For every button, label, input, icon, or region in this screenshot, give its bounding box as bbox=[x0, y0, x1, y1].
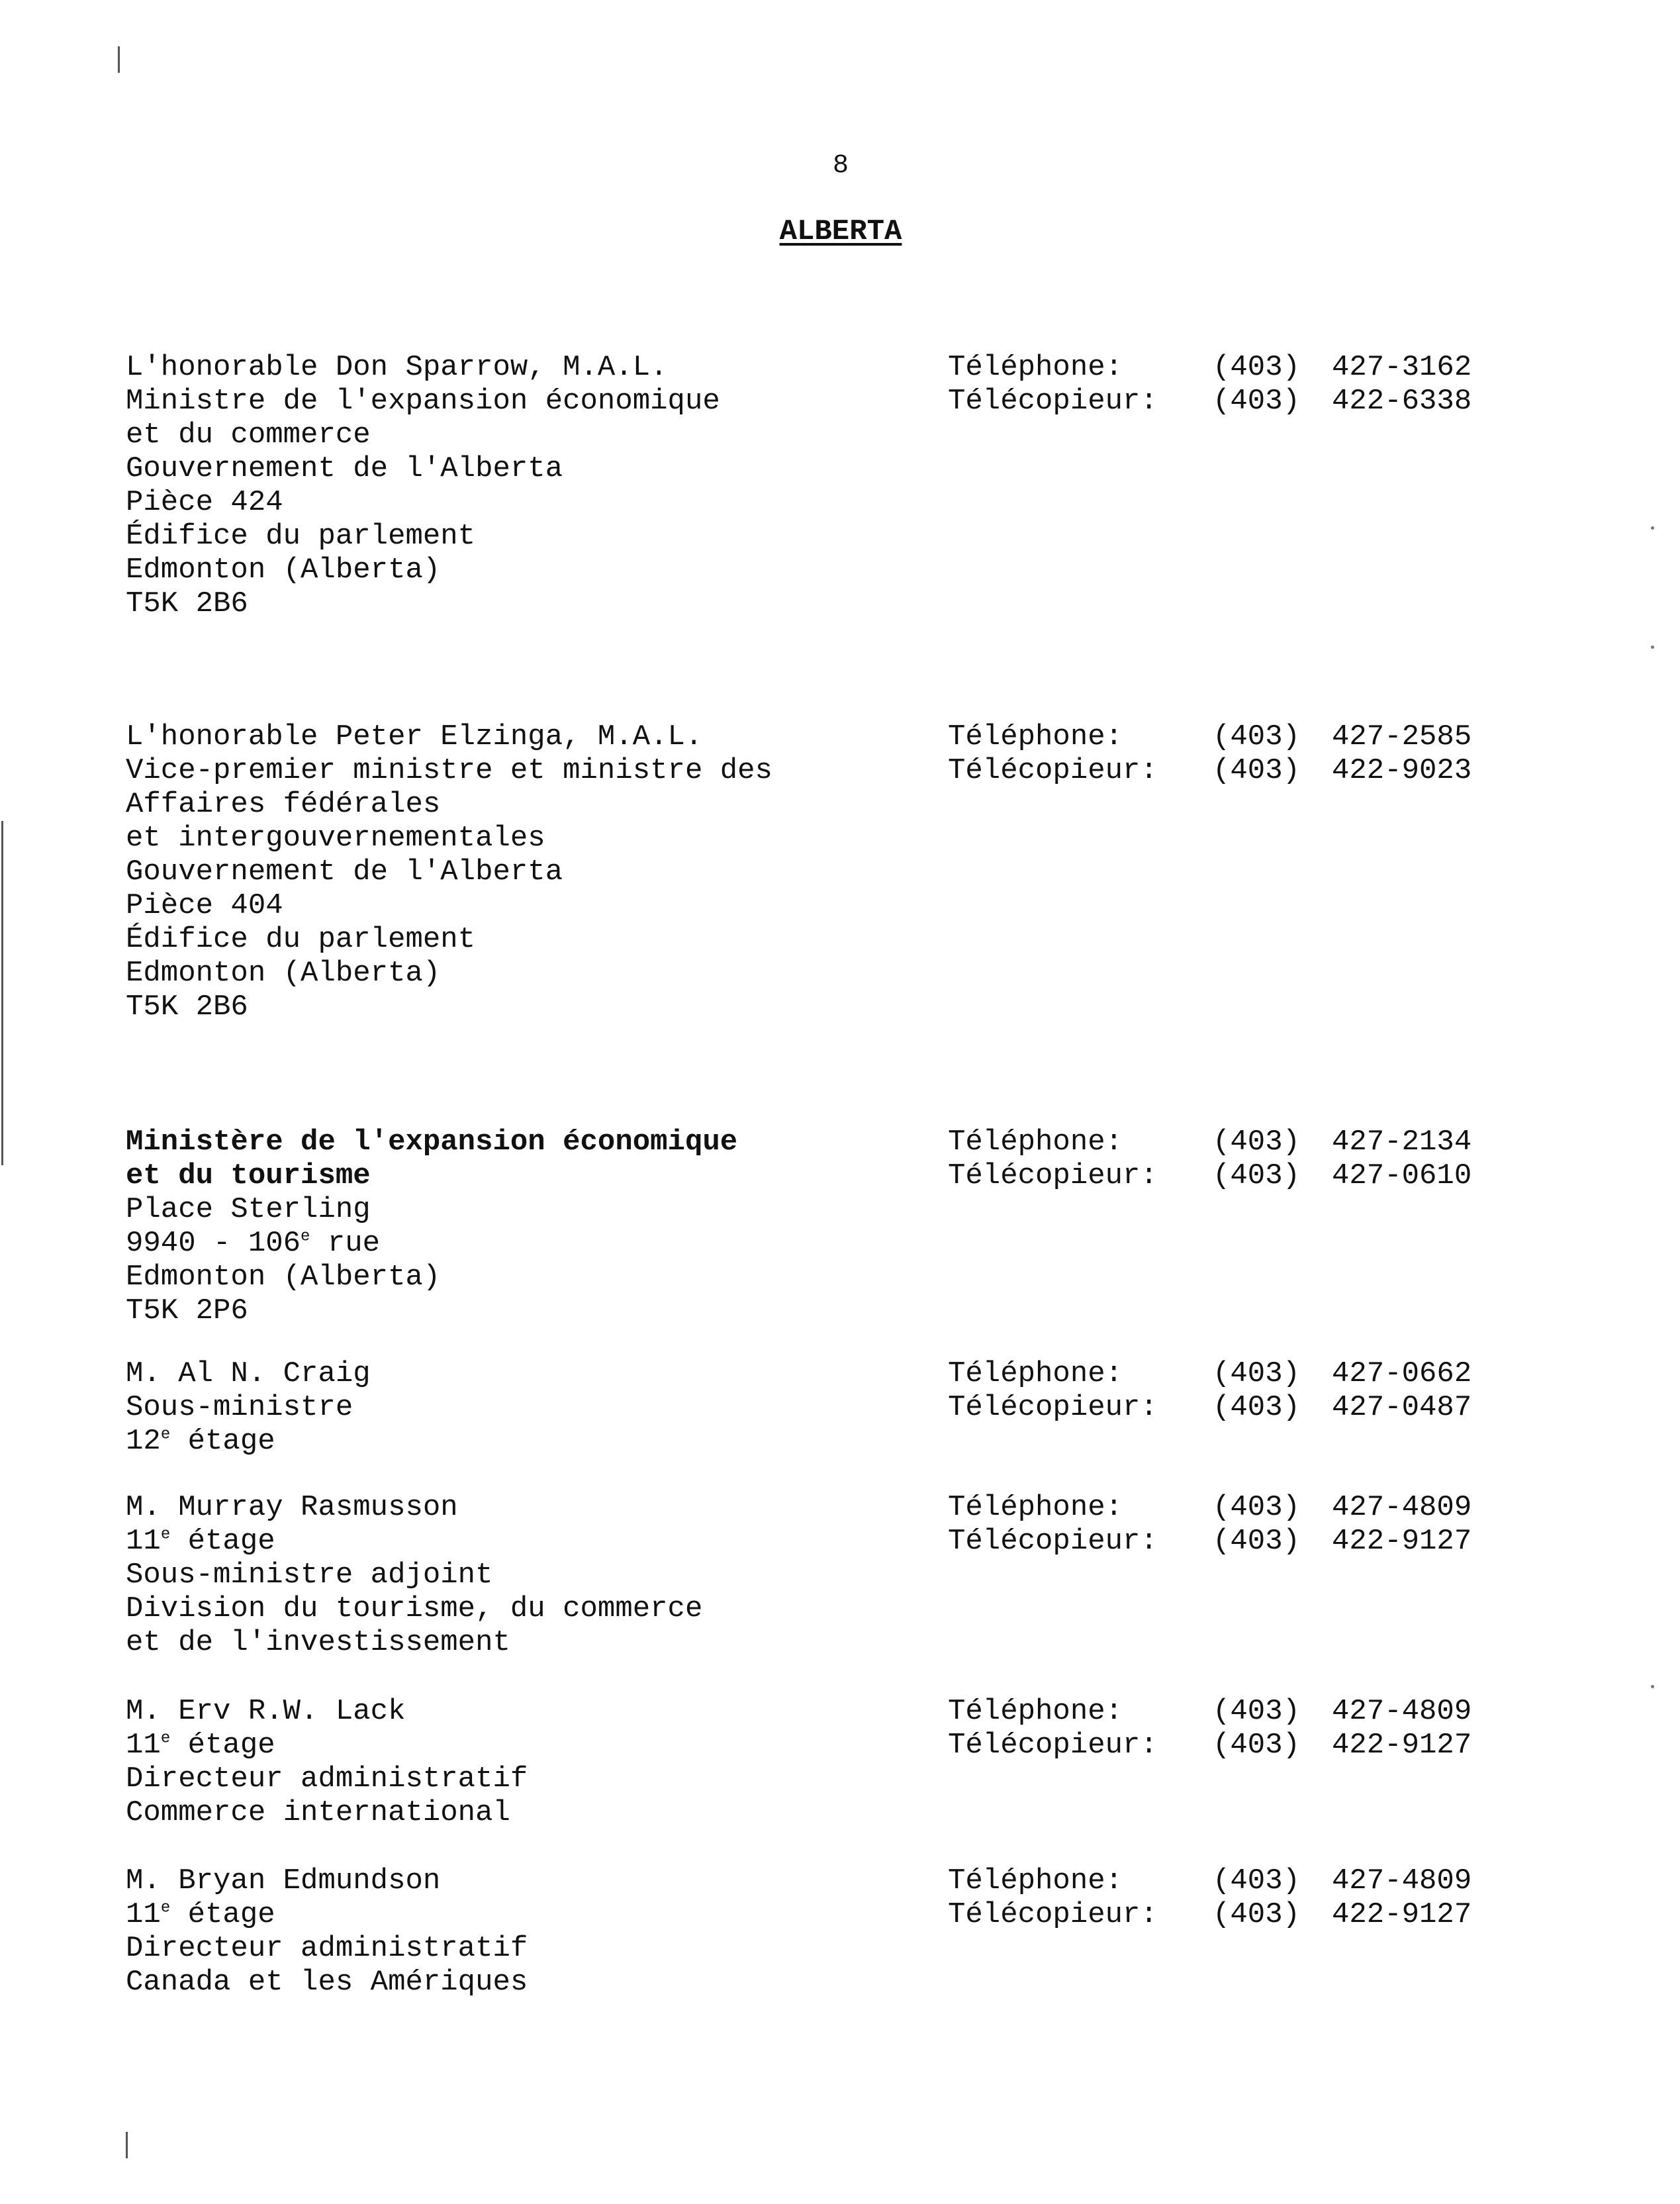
contact-numbers bbox=[948, 1357, 1583, 1425]
contact-name: L'honorable Don Sparrow, M.A.L. bbox=[126, 351, 668, 384]
phone-label: Téléphone: bbox=[948, 720, 1123, 753]
fax-area-code: (403) bbox=[1213, 1729, 1301, 1762]
contact-numbers bbox=[948, 1695, 1583, 1762]
fax-number: 422-9127 bbox=[1332, 1729, 1472, 1762]
phone-label: Téléphone: bbox=[948, 1126, 1123, 1159]
address-line: Gouvernement de l'Alberta bbox=[126, 452, 563, 485]
address-block bbox=[126, 1695, 920, 1830]
address-line: Place Sterling bbox=[126, 1193, 371, 1226]
fax-area-code: (403) bbox=[1213, 1898, 1301, 1931]
phone-number: 427-3162 bbox=[1332, 351, 1472, 384]
phone-number: 427-4809 bbox=[1332, 1864, 1472, 1897]
fax-label: Télécopieur: bbox=[948, 385, 1158, 418]
fax-row bbox=[948, 754, 1583, 788]
contact-title: Directeur administratif bbox=[126, 1932, 528, 1965]
fax-number: 427-0487 bbox=[1332, 1391, 1472, 1424]
floor-line: 11e étage bbox=[126, 1729, 275, 1762]
fax-row bbox=[948, 385, 1583, 418]
fax-label: Télécopieur: bbox=[948, 1159, 1158, 1192]
phone-label: Téléphone: bbox=[948, 1864, 1123, 1897]
fax-area-code: (403) bbox=[1213, 1391, 1301, 1424]
phone-label: Téléphone: bbox=[948, 1695, 1123, 1728]
phone-area-code: (403) bbox=[1213, 1864, 1301, 1897]
contact-numbers bbox=[948, 1126, 1583, 1193]
fax-number: 422-9023 bbox=[1332, 754, 1472, 787]
fax-number: 422-9127 bbox=[1332, 1525, 1472, 1558]
contact-numbers bbox=[948, 1864, 1583, 1932]
fax-area-code: (403) bbox=[1213, 754, 1301, 787]
street-address: 9940 - 106e rue bbox=[126, 1227, 381, 1260]
phone-label: Téléphone: bbox=[948, 351, 1123, 384]
phone-number: 427-4809 bbox=[1332, 1695, 1472, 1728]
fax-row bbox=[948, 1391, 1583, 1425]
contact-title: et du commerce bbox=[126, 418, 371, 452]
phone-row bbox=[948, 1357, 1583, 1391]
phone-row bbox=[948, 1126, 1583, 1159]
postal-code: T5K 2B6 bbox=[126, 990, 248, 1024]
fax-area-code: (403) bbox=[1213, 1525, 1301, 1558]
phone-label: Téléphone: bbox=[948, 1357, 1123, 1390]
address-block bbox=[126, 1491, 920, 1660]
postal-code: T5K 2P6 bbox=[126, 1294, 248, 1327]
ministry-name: et du tourisme bbox=[126, 1159, 371, 1192]
address-line: Edmonton (Alberta) bbox=[126, 1261, 441, 1294]
contact-title: Canada et les Amériques bbox=[126, 1966, 528, 1999]
address-line: Edmonton (Alberta) bbox=[126, 957, 441, 990]
contact-numbers bbox=[948, 1491, 1583, 1558]
fax-label: Télécopieur: bbox=[948, 1525, 1158, 1558]
fax-row bbox=[948, 1525, 1583, 1558]
scan-speck bbox=[1651, 526, 1654, 530]
contact-name: M. Bryan Edmundson bbox=[126, 1864, 441, 1897]
contact-title: et de l'investissement bbox=[126, 1626, 510, 1659]
fax-row bbox=[948, 1729, 1583, 1762]
fax-label: Télécopieur: bbox=[948, 1898, 1158, 1931]
phone-number: 427-2585 bbox=[1332, 720, 1472, 753]
ministry-name: Ministère de l'expansion économique bbox=[126, 1126, 738, 1159]
address-block bbox=[126, 1864, 920, 1999]
address-line: Edmonton (Alberta) bbox=[126, 553, 441, 587]
fax-number: 427-0610 bbox=[1332, 1159, 1472, 1192]
contact-name: L'honorable Peter Elzinga, M.A.L. bbox=[126, 720, 703, 753]
phone-area-code: (403) bbox=[1213, 1491, 1301, 1524]
fax-area-code: (403) bbox=[1213, 1159, 1301, 1192]
floor-line: 11e étage bbox=[126, 1525, 275, 1558]
scan-speck bbox=[1651, 646, 1654, 649]
contact-title: Affaires fédérales bbox=[126, 788, 441, 821]
page-number: 8 bbox=[832, 151, 849, 181]
phone-number: 427-4809 bbox=[1332, 1491, 1472, 1524]
contact-name: M. Erv R.W. Lack bbox=[126, 1695, 406, 1728]
fax-row bbox=[948, 1159, 1583, 1193]
phone-area-code: (403) bbox=[1213, 1357, 1301, 1390]
phone-number: 427-2134 bbox=[1332, 1126, 1472, 1159]
contact-title: Commerce international bbox=[126, 1796, 510, 1829]
floor-line: 11e étage bbox=[126, 1898, 275, 1931]
fax-row bbox=[948, 1898, 1583, 1932]
contact-name: M. Al N. Craig bbox=[126, 1357, 371, 1390]
phone-row bbox=[948, 1491, 1583, 1525]
address-line: Gouvernement de l'Alberta bbox=[126, 855, 563, 888]
fax-number: 422-6338 bbox=[1332, 385, 1472, 418]
postal-code: T5K 2B6 bbox=[126, 587, 248, 620]
address-block bbox=[126, 1357, 920, 1459]
contact-title: Division du tourisme, du commerce bbox=[126, 1592, 703, 1625]
scan-edge-line bbox=[1, 821, 3, 1165]
address-line: Édifice du parlement bbox=[126, 520, 476, 553]
scan-speck bbox=[1651, 1685, 1654, 1688]
contact-title: Directeur administratif bbox=[126, 1762, 528, 1796]
contact-name: M. Murray Rasmusson bbox=[126, 1491, 458, 1524]
phone-area-code: (403) bbox=[1213, 351, 1301, 384]
phone-row bbox=[948, 720, 1583, 754]
page-heading: ALBERTA bbox=[779, 215, 902, 248]
address-block bbox=[126, 351, 920, 621]
scan-speck bbox=[126, 2132, 128, 2158]
contact-title: Vice-premier ministre et ministre des bbox=[126, 754, 772, 787]
phone-row bbox=[948, 351, 1583, 385]
scan-speck bbox=[118, 46, 120, 73]
fax-label: Télécopieur: bbox=[948, 1391, 1158, 1424]
phone-area-code: (403) bbox=[1213, 1695, 1301, 1728]
phone-label: Téléphone: bbox=[948, 1491, 1123, 1524]
address-block bbox=[126, 1126, 920, 1328]
address-line: Pièce 424 bbox=[126, 486, 283, 519]
address-line: Pièce 404 bbox=[126, 889, 283, 922]
contact-title: Sous-ministre bbox=[126, 1391, 353, 1424]
contact-title: Sous-ministre adjoint bbox=[126, 1558, 493, 1592]
contact-title: et intergouvernementales bbox=[126, 822, 545, 855]
fax-area-code: (403) bbox=[1213, 385, 1301, 418]
phone-area-code: (403) bbox=[1213, 720, 1301, 753]
fax-label: Télécopieur: bbox=[948, 754, 1158, 787]
contact-title: Ministre de l'expansion économique bbox=[126, 385, 720, 418]
phone-row bbox=[948, 1864, 1583, 1898]
phone-area-code: (403) bbox=[1213, 1126, 1301, 1159]
contact-numbers bbox=[948, 720, 1583, 788]
fax-number: 422-9127 bbox=[1332, 1898, 1472, 1931]
address-line: Édifice du parlement bbox=[126, 923, 476, 956]
floor-line: 12e étage bbox=[126, 1425, 275, 1458]
contact-numbers bbox=[948, 351, 1583, 418]
phone-number: 427-0662 bbox=[1332, 1357, 1472, 1390]
phone-row bbox=[948, 1695, 1583, 1729]
address-block bbox=[126, 720, 920, 1024]
fax-label: Télécopieur: bbox=[948, 1729, 1158, 1762]
